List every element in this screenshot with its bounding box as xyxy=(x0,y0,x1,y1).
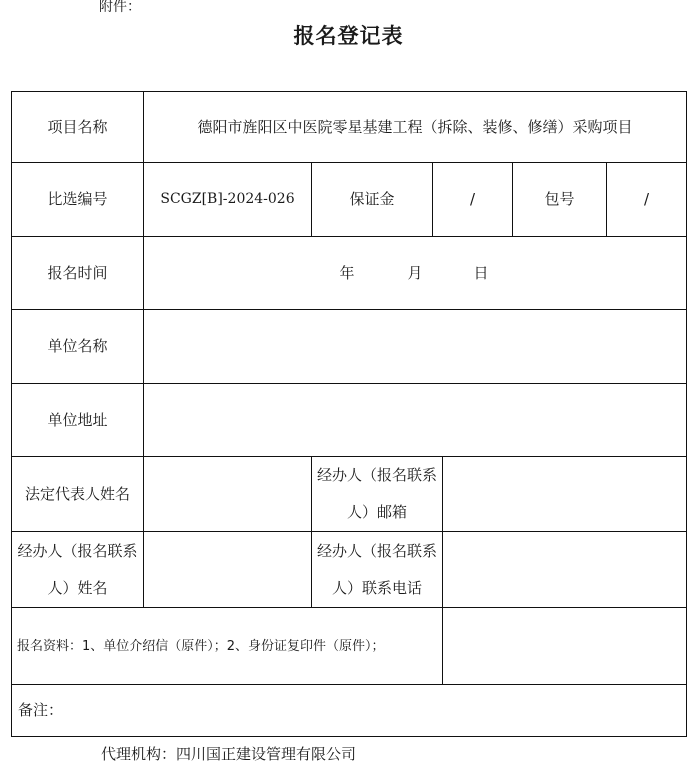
handler-name-label: 经办人（报名联系人）姓名 xyxy=(17,541,138,597)
agency-footer: 代理机构：四川国正建设管理有限公司 xyxy=(101,745,357,763)
package-value: / xyxy=(643,190,650,208)
deposit-value: / xyxy=(469,190,476,208)
unit-name-label: 单位名称 xyxy=(47,337,108,355)
selection-no-value: SCGZ[B]-2024-026 xyxy=(160,191,295,207)
month-label: 月 xyxy=(407,263,423,282)
column-divider xyxy=(311,456,312,608)
handler-phone-value[interactable] xyxy=(443,532,686,607)
legal-rep-label: 法定代表人姓名 xyxy=(24,484,130,503)
selection-no-label: 比选编号 xyxy=(47,190,108,208)
unit-name-value[interactable] xyxy=(144,310,686,383)
year-label: 年 xyxy=(339,263,355,282)
table-border-right xyxy=(686,91,687,737)
registration-time-label: 报名时间 xyxy=(47,263,108,282)
handler-email-label: 经办人（报名联系人）邮箱 xyxy=(316,466,437,521)
attachment-label: 附件： xyxy=(99,0,141,15)
day-label: 日 xyxy=(473,263,489,282)
form-title: 报名登记表 xyxy=(293,23,404,48)
project-name-value: 德阳市旌阳区中医院零星基建工程（拆除、装修、修缮）采购项目 xyxy=(197,117,633,136)
deposit-label: 保证金 xyxy=(349,190,395,208)
legal-rep-value[interactable] xyxy=(144,457,311,531)
unit-address-value[interactable] xyxy=(144,384,686,456)
remarks-label: 备注： xyxy=(18,701,64,719)
project-name-label: 项目名称 xyxy=(47,117,108,136)
unit-address-label: 单位地址 xyxy=(47,410,108,429)
materials-value[interactable] xyxy=(443,608,686,684)
package-label: 包号 xyxy=(544,190,575,208)
handler-name-value[interactable] xyxy=(144,532,311,607)
handler-phone-label: 经办人（报名联系人）联系电话 xyxy=(316,541,437,597)
handler-email-value[interactable] xyxy=(443,457,686,531)
table-border-bottom xyxy=(11,736,687,737)
materials-label: 报名资料：1、单位介绍信（原件）；2、身份证复印件（原件）； xyxy=(17,638,385,654)
